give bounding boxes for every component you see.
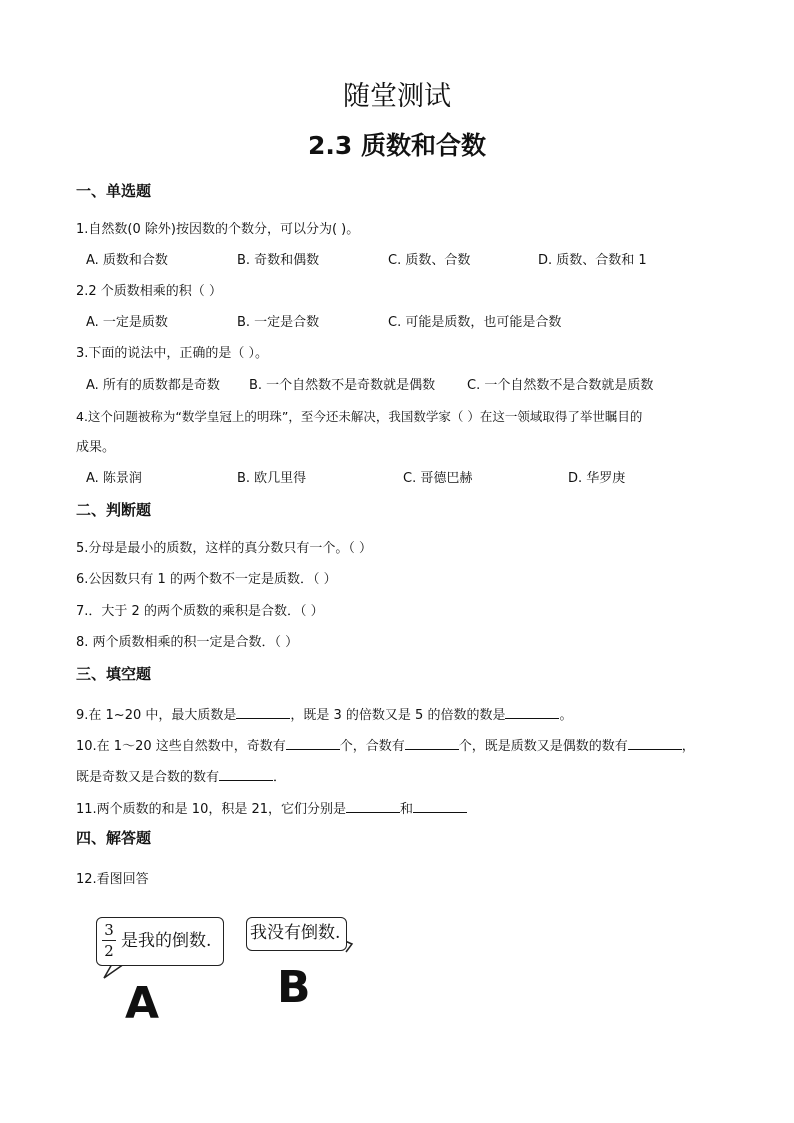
q10-blank-3[interactable] — [628, 735, 682, 750]
bubble-a-text: 是我的倒数. — [121, 931, 212, 951]
fraction-numerator: 3 — [104, 921, 114, 939]
q4-option-b: B. 欧几里得 — [237, 471, 307, 486]
section-heading-fill-blank: 三、填空题 — [76, 665, 152, 683]
question-3: 3.下面的说法中，正确的是（ ）。 — [76, 346, 269, 361]
q9-text-1: 9.在 1~20 中，最大质数是 — [76, 708, 237, 723]
q3-option-a: A. 所有的质数都是奇数 — [86, 378, 220, 393]
question-10-line-2 — [76, 766, 286, 788]
q11-blank-2[interactable] — [413, 798, 467, 813]
q4-option-c: C. 哥德巴赫 — [403, 471, 473, 486]
q10-text-2: 个，合数有 — [339, 739, 405, 754]
q10-text-1: 10.在 1～20 这些自然数中，奇数有 — [76, 739, 286, 754]
question-10-line-1 — [76, 735, 695, 757]
q10-text-5: 既是奇数又是合数的数有 — [76, 770, 220, 785]
q11-text-1: 11.两个质数的和是 10，积是 21，它们分别是 — [76, 802, 347, 817]
q10-text-4: ， — [681, 739, 695, 754]
q1-option-b: B. 奇数和偶数 — [237, 253, 320, 268]
question-9 — [76, 704, 572, 726]
question-1: 1.自然数(0 除外)按因数的个数分，可以分为( )。 — [76, 222, 360, 237]
page-subtitle: 2.3 质数和合数 — [308, 131, 486, 160]
question-4-line-1: 4.这个问题被称为“数学皇冠上的明珠”，至今还未解决，我国数学家（ ）在这一领域取得了举世瞩目的 — [76, 409, 643, 424]
q2-option-a: A. 一定是质数 — [86, 315, 168, 330]
q9-blank-2[interactable] — [505, 704, 559, 719]
bubble-a-tail — [104, 964, 124, 978]
question-7: 7.．大于 2 的两个质数的乘积是合数．（ ） — [76, 604, 324, 619]
bubble-b — [246, 917, 347, 951]
question-12: 12.看图回答 — [76, 872, 149, 887]
question-4-line-2: 成果。 — [76, 440, 116, 455]
q10-blank-1[interactable] — [286, 735, 340, 750]
question-5: 5.分母是最小的质数，这样的真分数只有一个。（ ） — [76, 541, 373, 556]
q9-text-3: 。 — [559, 708, 573, 723]
q11-text-2: 和 — [400, 802, 414, 817]
q10-text-6: ． — [273, 770, 287, 785]
q1-option-d: D. 质数、合数和 1 — [538, 253, 647, 268]
q9-blank-1[interactable] — [236, 704, 290, 719]
q1-option-a: A. 质数和合数 — [86, 253, 168, 268]
q11-blank-1[interactable] — [346, 798, 400, 813]
q3-option-c: C. 一个自然数不是合数就是质数 — [467, 378, 654, 393]
q3-option-b: B. 一个自然数不是奇数就是偶数 — [249, 378, 436, 393]
section-heading-true-false: 二、判断题 — [76, 501, 152, 519]
q10-blank-4[interactable] — [219, 766, 273, 781]
q2-option-c: C. 可能是质数，也可能是合数 — [388, 315, 562, 330]
q2-option-b: B. 一定是合数 — [237, 315, 320, 330]
page-title: 随堂测试 — [343, 81, 451, 112]
q1-option-c: C. 质数、合数 — [388, 253, 471, 268]
bubble-a — [96, 917, 224, 966]
label-b: B — [277, 962, 311, 1013]
label-a: A — [125, 978, 160, 1029]
q4-option-d: D. 华罗庚 — [568, 471, 626, 486]
question-11 — [76, 798, 467, 820]
bubble-b-text: 我没有倒数. — [250, 923, 341, 943]
q10-text-3: 个，既是质数又是偶数的数有 — [458, 739, 628, 754]
fraction-bar — [102, 940, 116, 941]
q4-option-a: A. 陈景润 — [86, 471, 142, 486]
q10-blank-2[interactable] — [405, 735, 459, 750]
section-heading-single-choice: 一、单选题 — [76, 182, 152, 200]
question-6: 6.公因数只有 1 的两个数不一定是质数．（ ） — [76, 572, 337, 587]
question-2: 2.2 个质数相乘的积（ ） — [76, 284, 222, 299]
q9-text-2: ，既是 3 的倍数又是 5 的倍数的数是 — [290, 708, 506, 723]
fraction-denominator: 2 — [104, 942, 114, 960]
question-8: 8. 两个质数相乘的积一定是合数．（ ） — [76, 635, 299, 650]
section-heading-answer: 四、解答题 — [76, 829, 152, 847]
